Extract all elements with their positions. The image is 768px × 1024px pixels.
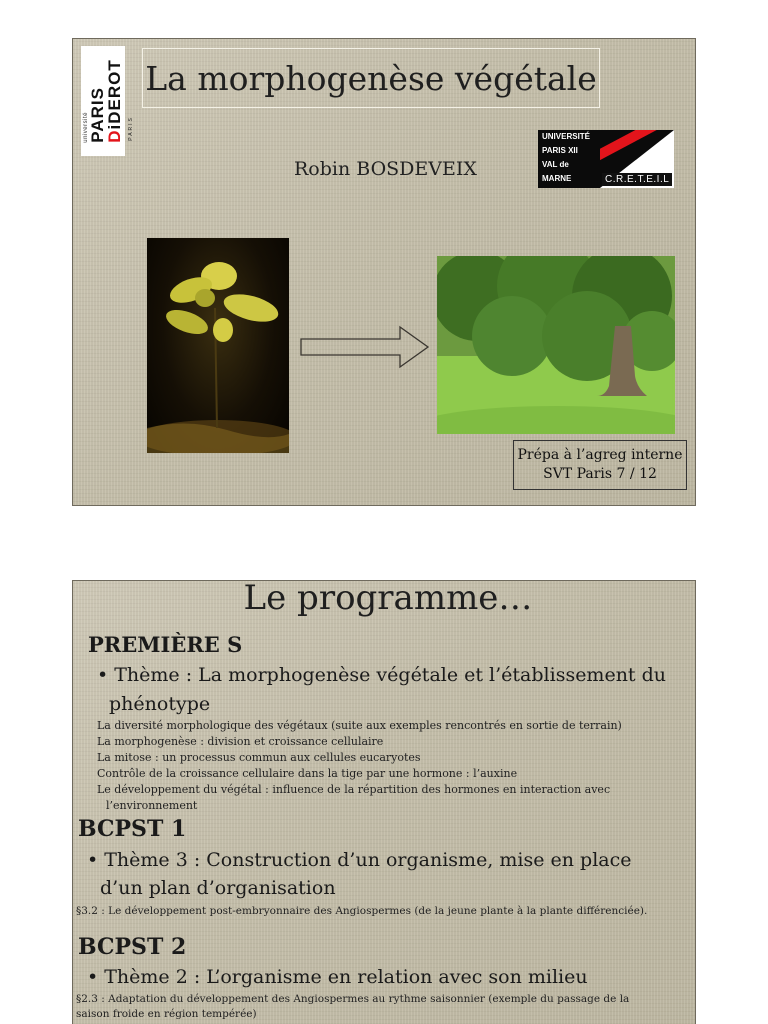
programme-item: l’environnement	[106, 799, 198, 812]
programme-note: §2.3 : Adaptation du développement des Angiospermes au rythme saisonnier (exemple du passage de la	[76, 993, 630, 1005]
slide-title: Le programme…	[243, 580, 533, 618]
theme-bullet: • Thème 3 : Construction d’un organisme, mise en place	[87, 849, 632, 871]
oak-tree-photo	[437, 256, 675, 434]
right-arrow-icon	[300, 325, 430, 369]
theme-bullet: • Thème : La morphogenèse végétale et l’établissement du	[97, 664, 667, 686]
programme-note: §3.2 : Le développement post-embryonnaire des Angiospermes (de la jeune plante à la plante différenciée).	[76, 905, 648, 917]
programme-item: Contrôle de la croissance cellulaire dans la tige par une hormone : l’auxine	[97, 767, 518, 780]
section-heading-bcpst1: BCPST 1	[78, 816, 187, 842]
title-slide	[72, 38, 696, 506]
tree-illustration	[437, 256, 675, 434]
section-heading-bcpst2: BCPST 2	[78, 934, 187, 960]
programme-item: Le développement du végétal : influence de la répartition des hormones en interaction avec	[97, 783, 611, 796]
programme-item: La diversité morphologique des végétaux (suite aux exemples rencontrés en sortie de terrain)	[97, 719, 622, 732]
programme-item: La morphogenèse : division et croissance cellulaire	[97, 735, 384, 748]
programme-note-continued: saison froide en région tempérée)	[76, 1008, 257, 1020]
programme-slide	[72, 580, 696, 1024]
author-name: Robin BOSDEVEIX	[294, 158, 477, 180]
course-label: Prépa à l’agreg interne SVT Paris 7 / 12	[513, 440, 687, 490]
seedling-illustration	[147, 238, 289, 453]
theme-bullet-continued: phénotype	[109, 693, 211, 715]
paris-diderot-logo: université PARIS DiDEROT PARIS	[81, 46, 125, 156]
programme-item: La mitose : un processus commun aux cellules eucaryotes	[97, 751, 421, 764]
theme-bullet-continued: d’un plan d’organisation	[100, 877, 336, 899]
oak-seedling-photo	[147, 238, 289, 453]
slide-title: La morphogenèse végétale	[142, 48, 600, 108]
section-heading-premiere-s: PREMIÈRE S	[88, 632, 243, 657]
paris12-creteil-logo: UNIVERSITÉ PARIS XII VAL de MARNE C.R.E.T.E.I.L	[538, 130, 674, 188]
theme-bullet: • Thème 2 : L’organisme en relation avec son milieu	[87, 966, 588, 988]
